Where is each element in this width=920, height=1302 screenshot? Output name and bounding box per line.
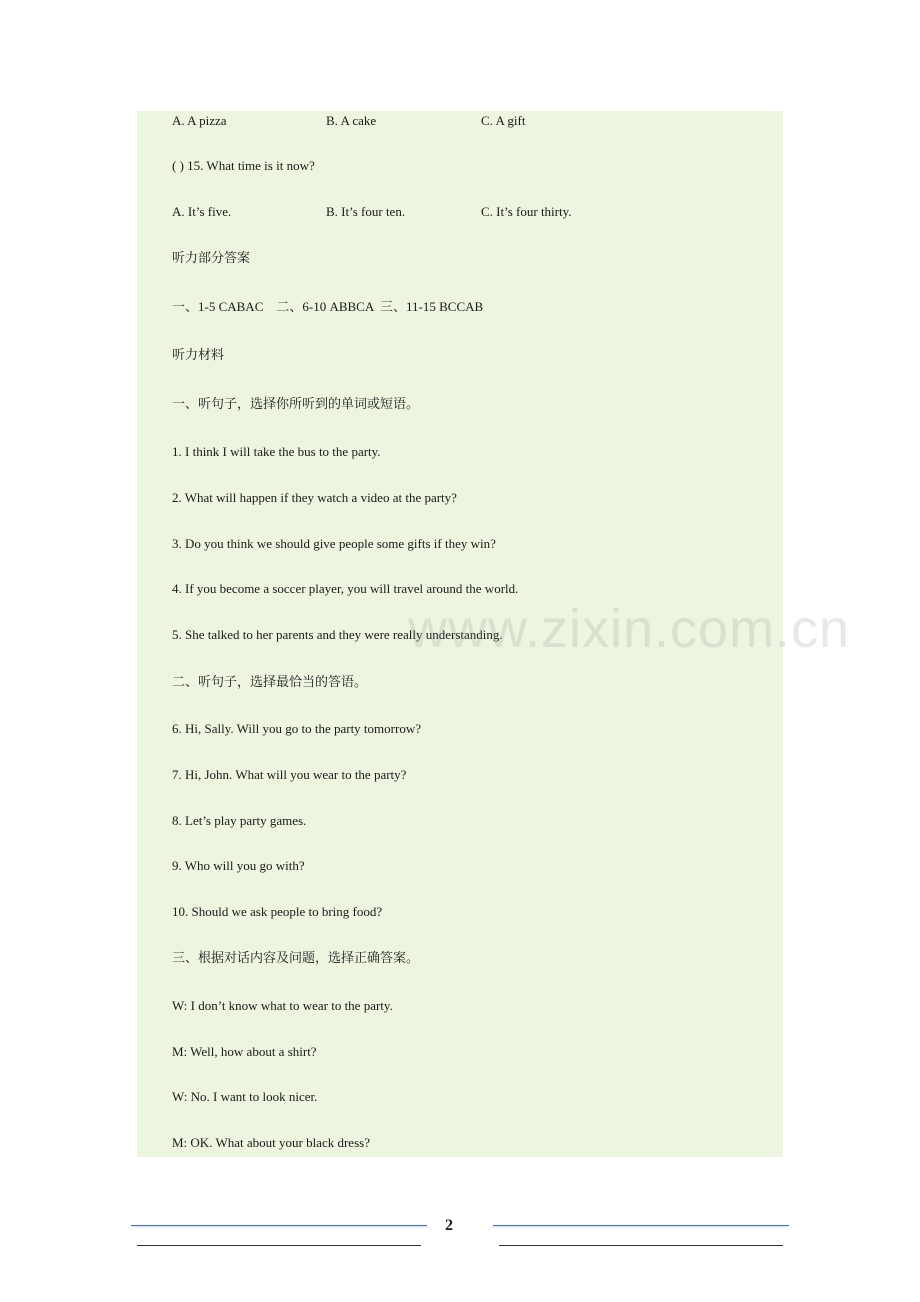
materials-heading: 听力材料: [172, 347, 225, 362]
page-number: 2: [445, 1217, 453, 1234]
answers-line: 一、1-5 CABAC 二、6-10 ABBCA 三、11-15 BCCAB: [172, 299, 484, 314]
section2-item-10: 10. Should we ask people to bring food?: [172, 904, 383, 919]
section1-item-4: 4. If you become a soccer player, you will travel around the world.: [172, 581, 519, 596]
section1-item-2: 2. What will happen if they watch a video at the party?: [172, 490, 457, 505]
section2-heading: 二、听句子，选择最恰当的答语。: [172, 674, 368, 689]
section2-item-8: 8. Let’s play party games.: [172, 813, 307, 828]
section1-heading: 一、听句子，选择你所听到的单词或短语。: [172, 396, 420, 411]
section2-item-6: 6. Hi, Sally. Will you go to the party tomorrow?: [172, 721, 421, 736]
q14-option-a: A. A pizza: [172, 113, 227, 128]
dialogue-line-4: M: OK. What about your black dress?: [172, 1135, 370, 1150]
answers-heading: 听力部分答案: [172, 250, 251, 265]
section1-item-5: 5. She talked to her parents and they were really understanding.: [172, 627, 503, 642]
q14-option-c: C. A gift: [481, 113, 526, 128]
footer-rule-right-bottom: [499, 1245, 783, 1246]
dialogue-line-3: W: No. I want to look nicer.: [172, 1089, 318, 1104]
section1-item-1: 1. I think I will take the bus to the party.: [172, 444, 381, 459]
section1-item-3: 3. Do you think we should give people some gifts if they win?: [172, 536, 496, 551]
section2-item-7: 7. Hi, John. What will you wear to the party?: [172, 767, 407, 782]
dialogue-line-1: W: I don’t know what to wear to the party.: [172, 998, 393, 1013]
footer-rule-left-bottom: [137, 1245, 421, 1246]
q15-option-c: C. It’s four thirty.: [481, 204, 572, 219]
footer-rule-left-top: [131, 1225, 427, 1226]
dialogue-line-2: M: Well, how about a shirt?: [172, 1044, 317, 1059]
q15-option-a: A. It’s five.: [172, 204, 232, 219]
q15-question: ( ) 15. What time is it now?: [172, 158, 315, 173]
q15-option-b: B. It’s four ten.: [326, 204, 406, 219]
watermark: www.zixin.com.cn: [408, 599, 851, 659]
footer-rule-right-top: [493, 1225, 789, 1226]
q14-option-b: B. A cake: [326, 113, 377, 128]
section3-heading: 三、根据对话内容及问题，选择正确答案。: [172, 950, 420, 965]
section2-item-9: 9. Who will you go with?: [172, 858, 305, 873]
